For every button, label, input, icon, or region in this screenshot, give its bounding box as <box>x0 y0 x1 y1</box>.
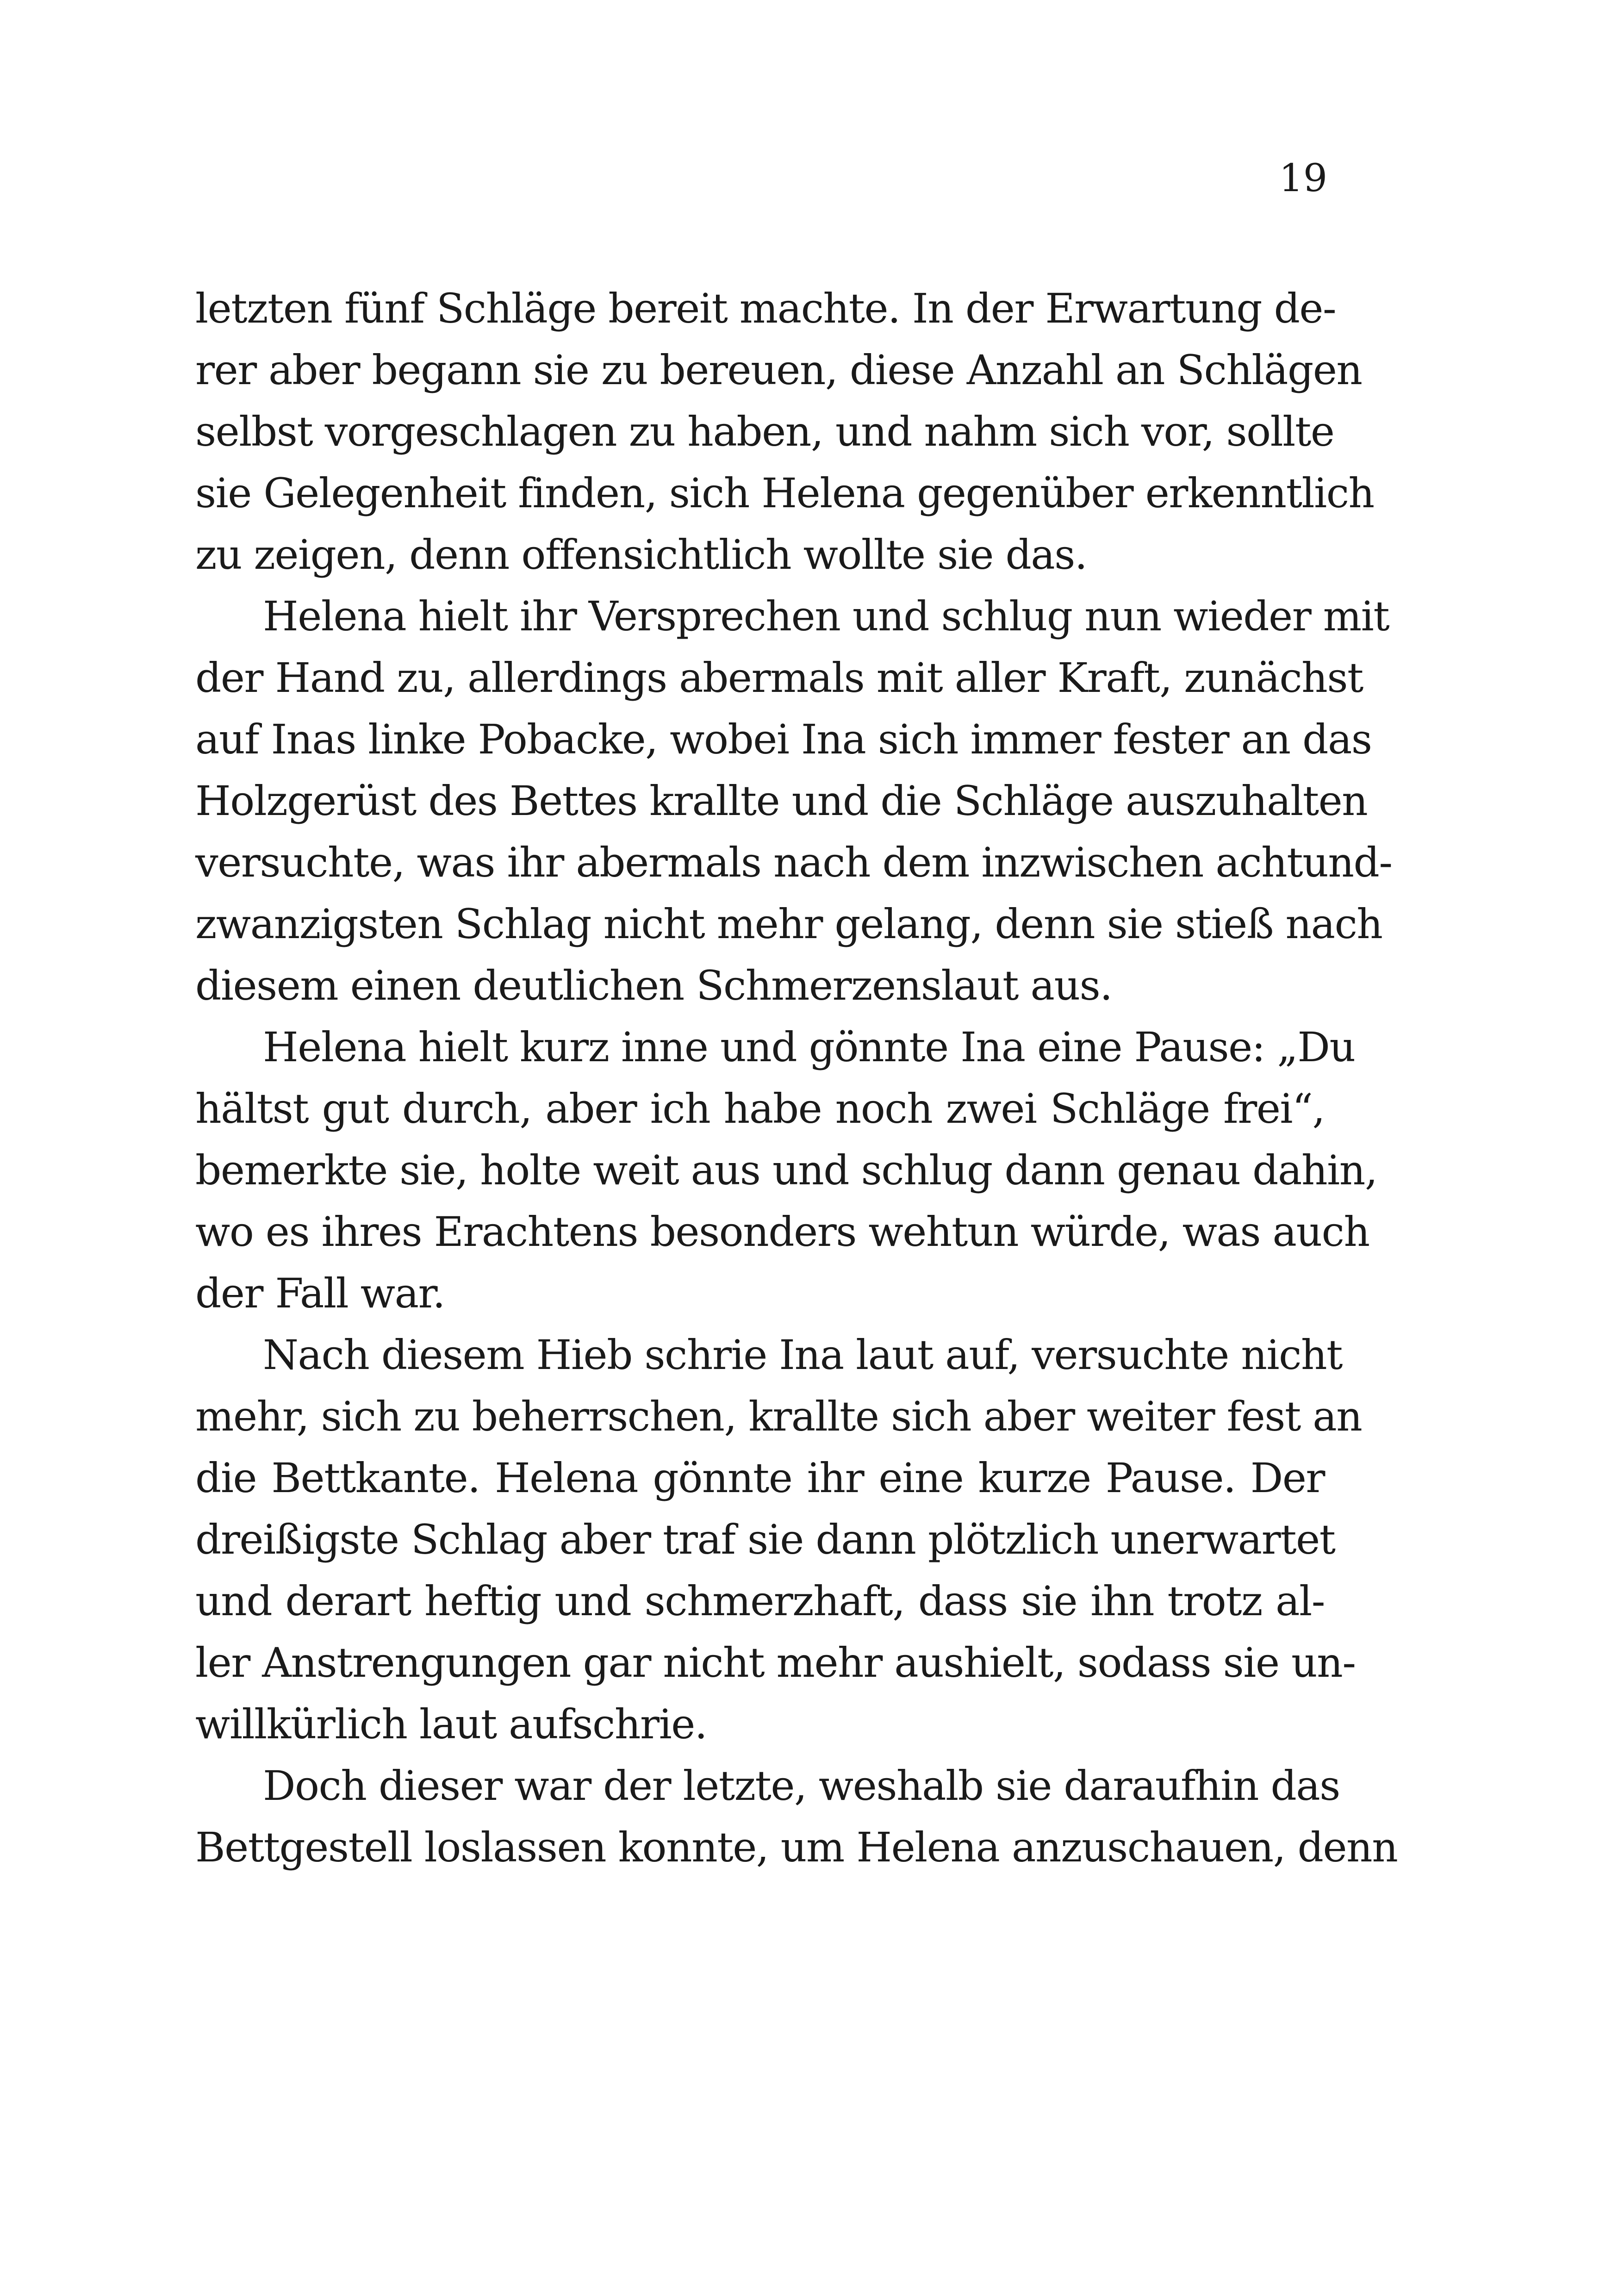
paragraph-5 <box>195 1755 1398 1878</box>
text-line: dreißigste Schlag aber traf sie dann plötzlich unerwartet <box>195 1516 1335 1563</box>
text-line: die Bettkante. Helena gönnte ihr eine kurze Pause. Der <box>195 1454 1325 1502</box>
text-line: versuchte, was ihr abermals nach dem inzwischen achtund- <box>195 839 1392 886</box>
text-line: zwanzigsten Schlag nicht mehr gelang, denn sie stieß nach <box>195 900 1382 948</box>
text-line: Doch dieser war der letzte, weshalb sie daraufhin das <box>263 1762 1340 1810</box>
text-line: der Hand zu, allerdings abermals mit aller Kraft, zunächst <box>195 654 1363 702</box>
text-line: Bettgestell loslassen konnte, um Helena anzuschauen, denn <box>195 1823 1398 1871</box>
page-number: 19 <box>1279 156 1327 200</box>
text-line: Helena hielt kurz inne und gönnte Ina eine Pause: „Du <box>263 1023 1355 1071</box>
text-line: der Fall war. <box>195 1269 445 1317</box>
text-line: hältst gut durch, aber ich habe noch zwei Schläge frei“, <box>195 1085 1325 1132</box>
text-line: bemerkte sie, holte weit aus und schlug dann genau dahin, <box>195 1146 1377 1194</box>
paragraph-1 <box>195 278 1374 585</box>
text-line: sie Gelegenheit finden, sich Helena gegenüber erkenntlich <box>195 469 1374 517</box>
text-line: zu zeigen, denn offensichtlich wollte sie das. <box>195 531 1087 579</box>
text-line: Nach diesem Hieb schrie Ina laut auf, versuchte nicht <box>263 1331 1342 1379</box>
text-line: mehr, sich zu beherrschen, krallte sich aber weiter fest an <box>195 1393 1362 1440</box>
text-line: Holzgerüst des Bettes krallte und die Schläge auszuhalten <box>195 777 1368 825</box>
text-line: letzten fünf Schläge bereit machte. In der Erwartung de- <box>195 285 1336 332</box>
text-line: diesem einen deutlichen Schmerzenslaut aus. <box>195 962 1112 1009</box>
body-text <box>195 278 1398 1878</box>
paragraph-3 <box>195 1016 1377 1324</box>
text-line: Helena hielt ihr Versprechen und schlug nun wieder mit <box>263 592 1389 640</box>
text-line: willkürlich laut aufschrie. <box>195 1700 707 1748</box>
text-line: ler Anstrengungen gar nicht mehr aushielt, sodass sie un- <box>195 1639 1356 1686</box>
paragraph-4 <box>195 1324 1362 1755</box>
text-line: auf Inas linke Pobacke, wobei Ina sich immer fester an das <box>195 716 1372 763</box>
text-line: und derart heftig und schmerzhaft, dass sie ihn trotz al- <box>195 1577 1325 1625</box>
text-line: wo es ihres Erachtens besonders wehtun würde, was auch <box>195 1208 1369 1256</box>
text-line: rer aber begann sie zu bereuen, diese Anzahl an Schlägen <box>195 346 1362 394</box>
paragraph-2 <box>195 585 1392 1016</box>
text-line: selbst vorgeschlagen zu haben, und nahm sich vor, sollte <box>195 408 1334 455</box>
